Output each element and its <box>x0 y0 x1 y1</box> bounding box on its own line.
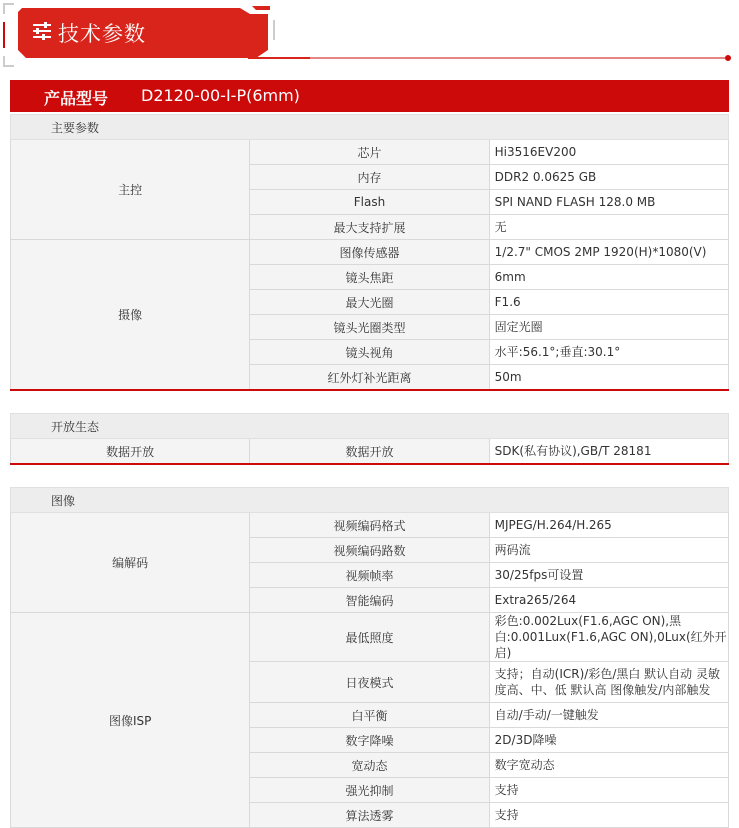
table-row <box>11 140 729 165</box>
param-name: 红外灯补光距离 <box>250 365 489 390</box>
section-title: 开放生态 <box>11 414 729 439</box>
param-value: 30/25fps可设置 <box>489 563 728 588</box>
param-name: 视频编码格式 <box>250 513 489 538</box>
param-name: Flash <box>250 190 489 215</box>
table-row <box>11 613 729 662</box>
model-bar <box>10 80 729 112</box>
group-label: 摄像 <box>11 240 250 390</box>
param-name: 日夜模式 <box>250 662 489 703</box>
param-name: 白平衡 <box>250 703 489 728</box>
param-value: 数字宽动态 <box>489 753 728 778</box>
table-row <box>11 513 729 538</box>
group-label: 编解码 <box>11 513 250 613</box>
param-value: 两码流 <box>489 538 728 563</box>
param-value: 自动/手动/一键触发 <box>489 703 728 728</box>
group-label: 图像ISP <box>11 613 250 828</box>
section-title-row <box>11 115 729 140</box>
param-value: 支持 <box>489 803 728 828</box>
param-name: 镜头光圈类型 <box>250 315 489 340</box>
param-value: SPI NAND FLASH 128.0 MB <box>489 190 728 215</box>
section-title: 主要参数 <box>11 115 729 140</box>
param-name: 最大支持扩展 <box>250 215 489 240</box>
param-value: DDR2 0.0625 GB <box>489 165 728 190</box>
param-value: 无 <box>489 215 728 240</box>
model-value: D2120-00-I-P(6mm) <box>141 86 300 105</box>
param-name: 视频编码路数 <box>250 538 489 563</box>
param-value: 1/2.7" CMOS 2MP 1920(H)*1080(V) <box>489 240 728 265</box>
group-label: 数据开放 <box>11 439 250 464</box>
section-title: 图像 <box>11 488 729 513</box>
section-divider <box>10 463 729 465</box>
spec-table-image <box>10 487 729 828</box>
param-name: 视频帧率 <box>250 563 489 588</box>
param-name: 数据开放 <box>250 439 489 464</box>
spec-table-main <box>10 114 729 390</box>
group-label: 主控 <box>11 140 250 240</box>
param-value: F1.6 <box>489 290 728 315</box>
section-header <box>0 0 739 70</box>
param-name: 宽动态 <box>250 753 489 778</box>
section-title-row <box>11 488 729 513</box>
section-title-row <box>11 414 729 439</box>
param-name: 数字降噪 <box>250 728 489 753</box>
param-value: SDK(私有协议),GB/T 28181 <box>489 439 728 464</box>
param-value: Extra265/264 <box>489 588 728 613</box>
param-name: 镜头焦距 <box>250 265 489 290</box>
param-value: 6mm <box>489 265 728 290</box>
param-value: 水平:56.1°;垂直:30.1° <box>489 340 728 365</box>
param-name: 芯片 <box>250 140 489 165</box>
sliders-icon <box>32 22 52 40</box>
spec-table-ecosystem <box>10 413 729 464</box>
param-value: 支持 <box>489 778 728 803</box>
header-title: 技术参数 <box>58 22 146 46</box>
param-name: 图像传感器 <box>250 240 489 265</box>
param-value: 固定光圈 <box>489 315 728 340</box>
param-name: 智能编码 <box>250 588 489 613</box>
section-divider <box>10 389 729 391</box>
param-value: MJPEG/H.264/H.265 <box>489 513 728 538</box>
param-name: 最低照度 <box>250 613 489 662</box>
param-value: 2D/3D降噪 <box>489 728 728 753</box>
param-name: 算法透雾 <box>250 803 489 828</box>
param-value: 50m <box>489 365 728 390</box>
table-row <box>11 240 729 265</box>
param-value: 支持；自动(ICR)/彩色/黑白 默认自动 灵敏度高、中、低 默认高 图像触发/内部触发 <box>489 662 728 703</box>
param-value: Hi3516EV200 <box>489 140 728 165</box>
table-row <box>11 439 729 464</box>
param-name: 镜头视角 <box>250 340 489 365</box>
param-name: 强光抑制 <box>250 778 489 803</box>
param-value: 彩色:0.002Lux(F1.6,AGC ON),黑白:0.001Lux(F1.6,AGC ON),0Lux(红外开启) <box>489 613 728 662</box>
model-label: 产品型号 <box>44 89 109 108</box>
param-name: 最大光圈 <box>250 290 489 315</box>
param-name: 内存 <box>250 165 489 190</box>
